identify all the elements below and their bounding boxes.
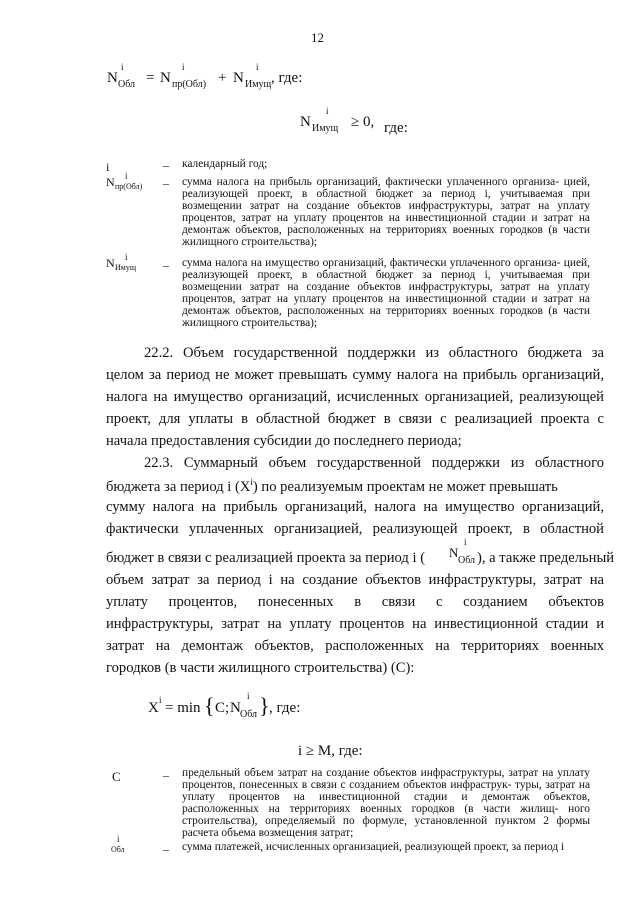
- paragraph-22-3-line: [106, 477, 604, 496]
- formula3-equals-min: = min: [165, 700, 201, 716]
- paragraph-22-3-line: уплату процентов, понесенных в связи с созданием объектов: [106, 594, 604, 610]
- definition-dash: –: [163, 768, 169, 782]
- paragraph-22-3-line: городков (в части жилищного строительства) (C):: [106, 660, 415, 676]
- formula3-n-sup: i: [247, 691, 250, 701]
- definition-symbol-sup: i: [125, 252, 128, 262]
- formula-term1-symbol: N: [160, 70, 171, 86]
- paragraph-22-3-line: 22.3. Суммарный объем государственной поддержки из областного: [144, 455, 604, 471]
- definition-symbol-sub: Обл: [111, 845, 125, 854]
- paragraph-22-2-line: налога на имущество организаций, исчисленных организацией, реализующей: [106, 389, 604, 405]
- paragraph-22-3-line: объем затрат за период i на создание объектов инфраструктуры, затрат на: [106, 572, 604, 588]
- formula2-sup: i: [326, 106, 329, 116]
- definition-dash: –: [163, 158, 169, 172]
- definition-symbol-n-imush: [106, 252, 166, 274]
- paragraph-text: ), а также предельный: [477, 550, 615, 566]
- definition-symbol-n-obl: [106, 834, 146, 860]
- definition-symbol-n-pr-obl: [106, 171, 166, 193]
- definition-text-payments: сумма платежей, исчисленных организацией, реализующей проект, за период i: [182, 841, 565, 853]
- definition-text-cost-limit: предельный объем затрат на создание объектов инфраструктуры, затрат на уплату процентов, понесенных в связи с созданием объектов инфраструк- туры, затрат на уплату процентов на инвестиционной стадии и демонтаж объектов, расположенных на территориях военных городков (в части жилищ- ного строительства), определяемый по формуле, установленной пунктом 2 формы расчета объема возмещения затрат;: [182, 767, 590, 839]
- definition-dash: –: [163, 842, 169, 856]
- formula-lhs-symbol: N: [107, 70, 118, 86]
- inline-formula-symbol: N: [449, 545, 459, 560]
- inline-formula-sub: Обл: [458, 555, 476, 566]
- formula-n-obl: [107, 62, 347, 96]
- paragraph-text: ) по реализуемым проектам не может превышать: [252, 478, 558, 495]
- paragraph-text: бюджета за период i (X: [106, 478, 251, 495]
- formula-term1-sub: пр(Обл): [172, 79, 207, 90]
- definition-symbol-c: [112, 768, 121, 786]
- definition-text-calendar-year: календарный год;: [182, 158, 268, 170]
- paragraph-22-2-line: начала предоставления субсидии до последнего периода;: [106, 433, 462, 449]
- definition-symbol-text: N: [106, 175, 115, 189]
- definition-symbol-text: C: [112, 769, 121, 784]
- definition-symbol-sup: i: [125, 171, 128, 181]
- paragraph-text: бюджет в связи с реализацией проекта за период i (: [106, 550, 426, 566]
- definition-text-profit-tax: сумма налога на прибыль организаций, фактически уплаченного организа- цией, реализующей проект, в областной бюджет за период i, учитываемая при возмещении затрат на создание объектов инфраструктуры, затрат на уплату процентов, затрат на уплату процентов на инвестиционной стадии и затрат на демонтаж объектов, расположенных на территориях военных городков (в части жилищного строительства);: [182, 176, 590, 248]
- paragraph-22-3-line: затрат на демонтаж объектов, расположенных на территориях военных: [106, 638, 604, 654]
- formula-plus: +: [218, 70, 227, 86]
- formula-term2-sup: i: [256, 62, 259, 72]
- definition-symbol-sub: пр(Обл): [115, 182, 143, 191]
- paragraph-22-2-line: проект, для уплаты в областной бюджет в связи с реализацией проекта с: [106, 411, 604, 427]
- formula-tail: , где:: [271, 70, 303, 86]
- formula2-tail: где:: [384, 120, 408, 136]
- page-number: 12: [311, 30, 324, 45]
- inline-formula-sup: i: [464, 537, 467, 547]
- formula-term1-sup: i: [182, 62, 185, 72]
- formula-x-min: [148, 690, 348, 724]
- formula-lhs-sub: Обл: [118, 79, 136, 90]
- formula3-lhs-sup: i: [159, 695, 162, 705]
- formula3-c: C;: [215, 700, 230, 716]
- formula-term2-symbol: N: [233, 70, 244, 86]
- paragraph-22-2-line: целом за период не может превышать сумму налога на прибыль организаций,: [106, 367, 604, 383]
- paragraph-sup: i: [250, 477, 253, 487]
- formula2-symbol: N: [300, 114, 311, 130]
- formula3-right-brace: }: [259, 693, 270, 718]
- formula3-tail: , где:: [269, 700, 301, 716]
- formula-i-ge-m: i ≥ M, где:: [298, 743, 363, 759]
- paragraph-22-3-line: фактически уплаченных организацией, реализующей проект, в областной: [106, 521, 604, 537]
- paragraph-22-3-line: инфраструктуры, затрат на уплату процентов на инвестиционной стадии и: [106, 616, 604, 632]
- formula2-relation: ≥ 0,: [351, 114, 375, 130]
- paragraph-22-3-line: сумму налога на прибыль организаций, налога на имущество организаций,: [106, 499, 604, 515]
- formula-lhs-sup: i: [121, 62, 124, 72]
- formula3-lhs-symbol: X: [148, 700, 159, 716]
- definition-symbol-sup: i: [117, 834, 120, 844]
- definition-symbol-text: N: [106, 256, 115, 270]
- definition-dash: –: [163, 176, 169, 190]
- definition-symbol-text: i: [106, 160, 110, 174]
- formula-n-imush-condition: [300, 106, 450, 140]
- definition-dash: –: [163, 258, 169, 272]
- definition-text-property-tax: сумма налога на имущество организаций, фактически уплаченного организа- цией, реализующей проект, в областной бюджет за период i, учитываемая при возмещении затрат на создание объектов инфраструктуры, затрат на уплату процентов, затрат на уплату процентов на инвестиционной стадии и затрат на демонтаж объектов, расположенных на территориях военных городков (в части жилищного строительства);: [182, 257, 590, 329]
- paragraph-22-3-line-with-formula: [106, 537, 615, 566]
- formula-term2-sub: Имущ: [245, 79, 272, 90]
- formula3-left-brace: {: [204, 693, 215, 718]
- definition-symbol-sub: Имущ: [115, 263, 136, 272]
- formula3-n-symbol: N: [230, 700, 241, 716]
- formula3-n-sub: Обл: [240, 709, 258, 720]
- formula-equals: =: [146, 70, 155, 86]
- formula2-sub: Имущ: [312, 123, 339, 134]
- paragraph-22-2-line: 22.2. Объем государственной поддержки из областного бюджета за: [144, 345, 604, 361]
